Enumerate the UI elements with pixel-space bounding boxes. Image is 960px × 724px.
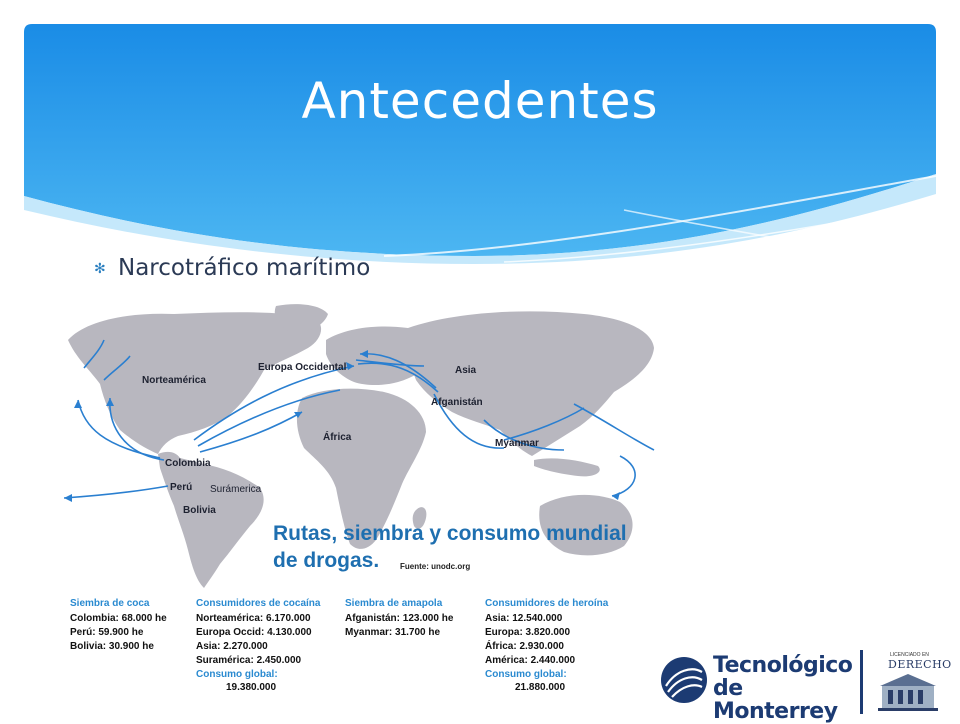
tec-emblem-icon bbox=[660, 656, 708, 704]
bullet-item bbox=[94, 255, 370, 281]
route-pacific-east bbox=[574, 404, 654, 450]
legend-amapola bbox=[345, 598, 453, 640]
logo-divider bbox=[860, 650, 863, 714]
label-bolivia: Bolivia bbox=[183, 505, 216, 516]
tec-logo-text bbox=[713, 654, 856, 723]
map-heading-line1: Rutas, siembra y consumo mundial bbox=[273, 522, 627, 545]
asia-shape bbox=[407, 311, 654, 456]
asterisk-bullet-icon: ✻ bbox=[94, 260, 106, 276]
bullet-text: Narcotráfico marítimo bbox=[118, 255, 371, 281]
derecho-badge bbox=[872, 652, 952, 714]
legend-item: África: 2.930.000 bbox=[485, 641, 564, 652]
title-banner bbox=[24, 24, 936, 264]
legend-item: Perú: 59.900 he bbox=[70, 627, 144, 638]
legend-global-value: 21.880.000 bbox=[515, 682, 566, 693]
slide-title: Antecedentes bbox=[301, 72, 659, 130]
map-heading-line2: de drogas. bbox=[273, 549, 380, 572]
legend-item: Myanmar: 31.700 he bbox=[345, 627, 441, 638]
courthouse-icon bbox=[876, 672, 940, 712]
banner-background bbox=[24, 24, 936, 264]
map-source: Fuente: unodc.org bbox=[400, 562, 471, 571]
legend-coca bbox=[70, 598, 167, 654]
arrow-head bbox=[64, 494, 72, 502]
label-peru: Perú bbox=[170, 482, 193, 493]
legend-item: Afganistán: 123.000 he bbox=[345, 613, 454, 624]
legend-coca-title: Siembra de coca bbox=[70, 598, 150, 609]
legend-item: Asia: 2.270.000 bbox=[196, 641, 268, 652]
tec-logo-line1: Tecnológico bbox=[713, 653, 853, 678]
arrow-head bbox=[74, 400, 82, 408]
route-pacific-loop bbox=[612, 456, 635, 496]
legend-cocaina-title: Consumidores de cocaína bbox=[196, 598, 321, 609]
label-asia: Asia bbox=[455, 365, 477, 376]
legend-item: Europa: 3.820.000 bbox=[485, 627, 571, 638]
legend-item: Colombia: 68.000 he bbox=[70, 613, 167, 624]
label-europa: Europa Occidental bbox=[258, 362, 347, 373]
arrow-head bbox=[612, 492, 620, 500]
legend-global-label: Consumo global: bbox=[485, 669, 567, 680]
legend-item: Asia: 12.540.000 bbox=[485, 613, 563, 624]
legend-item: Bolivia: 30.900 he bbox=[70, 641, 154, 652]
legend-item: América: 2.440.000 bbox=[485, 655, 576, 666]
tec-monterrey-logo bbox=[656, 648, 856, 724]
badge-top-text: LICENCIADO EN bbox=[890, 652, 929, 658]
legend-item: Norteamérica: 6.170.000 bbox=[196, 613, 311, 624]
legend-heroina bbox=[485, 598, 608, 694]
route-peru-west bbox=[64, 486, 168, 498]
label-africa: África bbox=[323, 432, 352, 443]
label-myanmar: Myanmar bbox=[495, 438, 539, 449]
label-suramerica: Surámerica bbox=[210, 484, 262, 495]
label-colombia: Colombia bbox=[165, 458, 211, 469]
legend-cocaina bbox=[196, 598, 320, 694]
legend-global-value: 19.380.000 bbox=[226, 682, 277, 693]
legend-item: Suramérica: 2.450.000 bbox=[196, 655, 302, 666]
badge-main-text: DERECHO bbox=[888, 658, 952, 671]
legend-global-label: Consumo global: bbox=[196, 669, 278, 680]
tec-logo-line2: de Monterrey bbox=[713, 676, 838, 724]
legend-item: Europa Occid: 4.130.000 bbox=[196, 627, 312, 638]
legend-heroina-title: Consumidores de heroína bbox=[485, 598, 609, 609]
legend-amapola-title: Siembra de amapola bbox=[345, 598, 443, 609]
indonesia-shape bbox=[534, 458, 600, 476]
label-afganistan: Afganistán bbox=[431, 397, 483, 408]
label-norteamerica: Norteamérica bbox=[142, 375, 206, 386]
south-america-shape bbox=[158, 452, 264, 588]
